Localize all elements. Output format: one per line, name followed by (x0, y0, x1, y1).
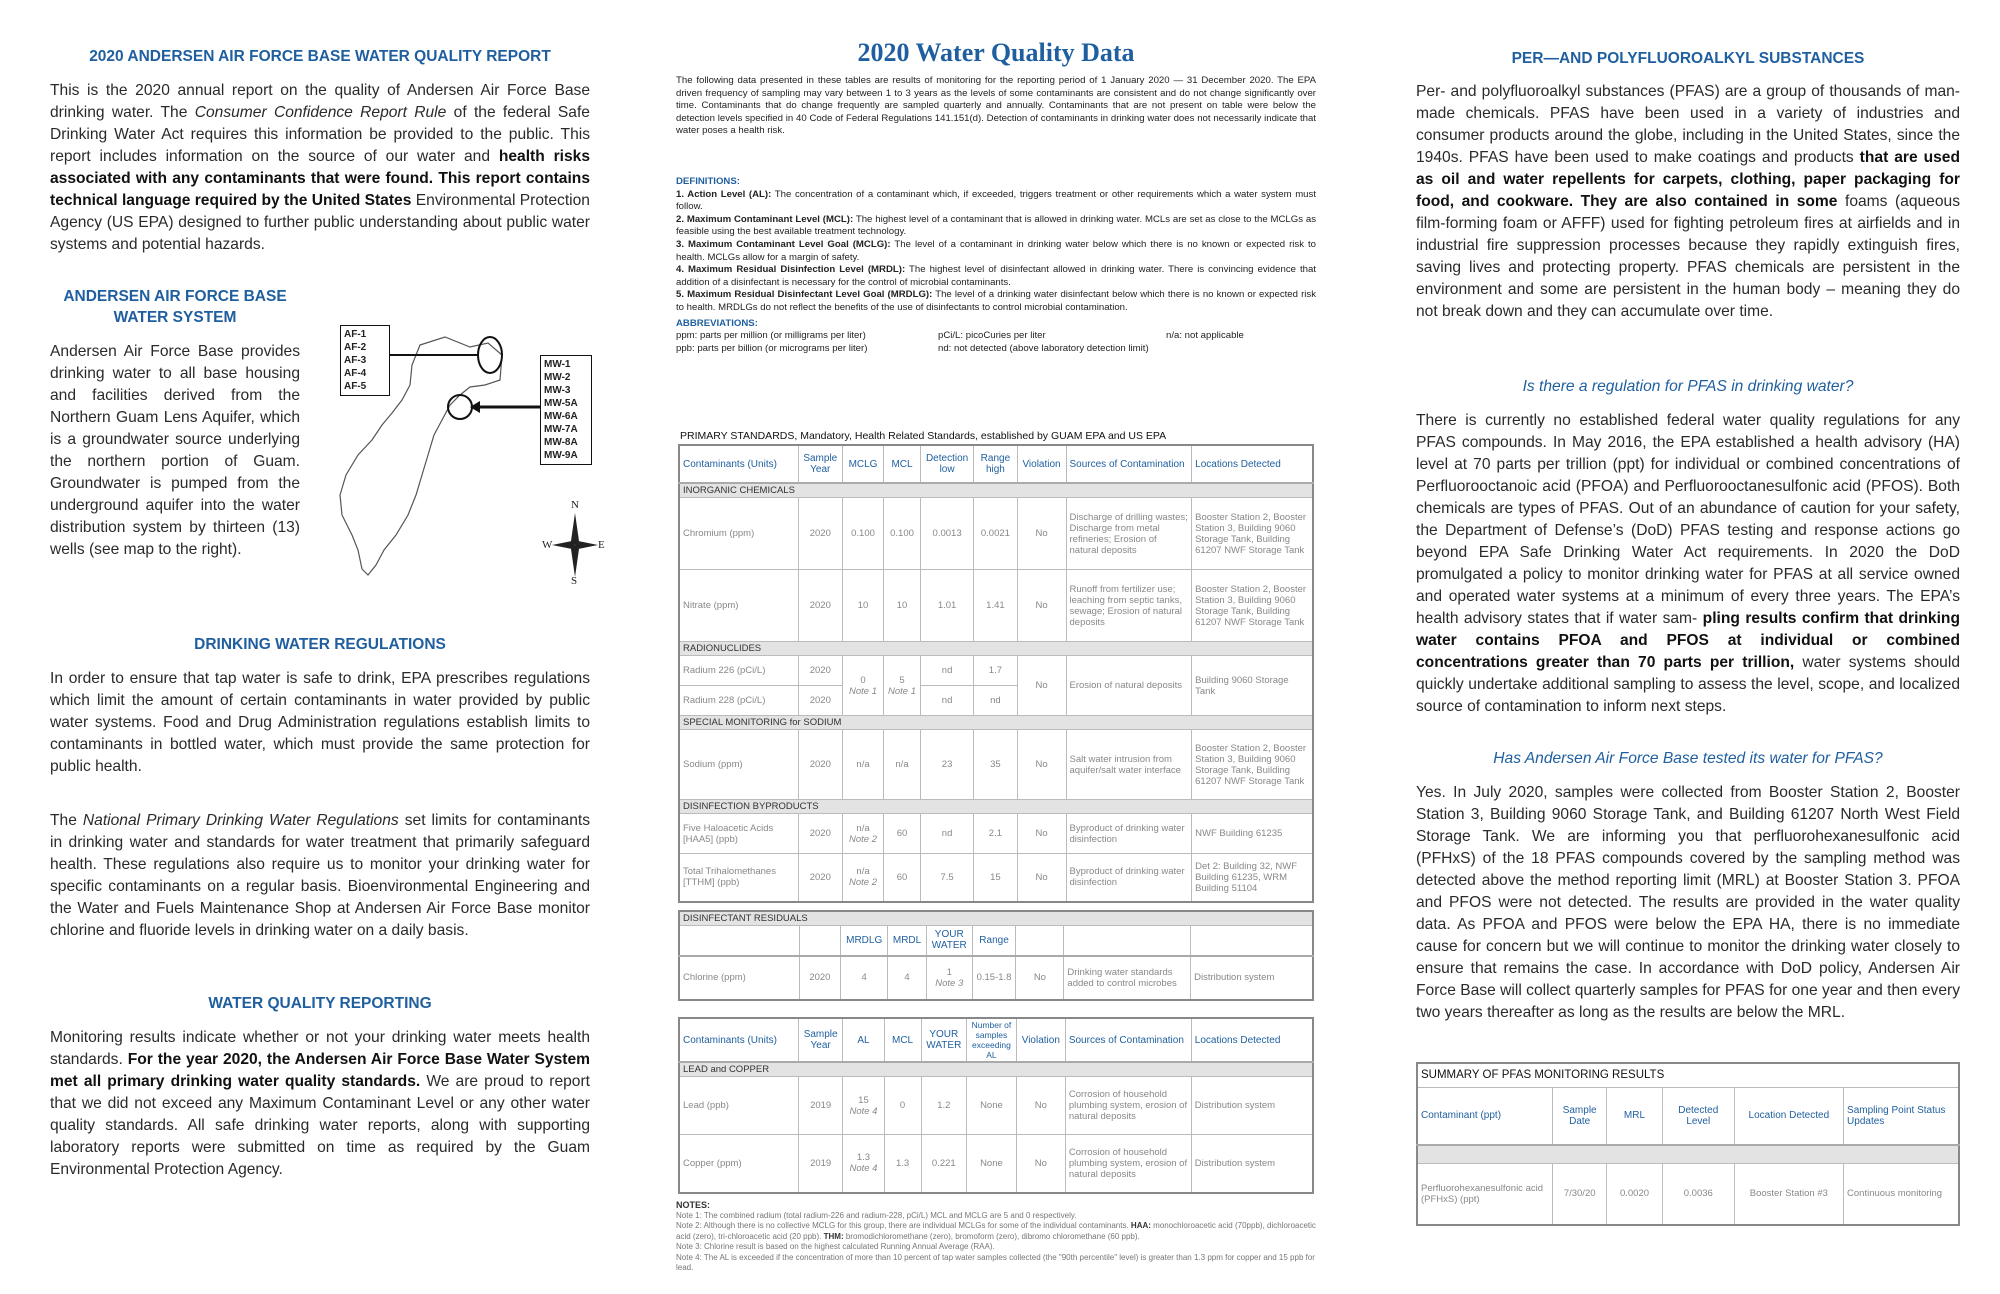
table-row: Sodium (ppm) 2020 n/a n/a 23 35 No Salt water intrusion from aquifer/salt water interface Booster Station 2, Booster Station 3, Building 9060 Storage Tank, Building 61207 NWF Storage Tank (679, 730, 1313, 800)
table-row: Perfluorohexanesulfonic acid (PFHxS) (ppt) 7/30/20 0.0020 0.0036 Booster Station #3 Continuous monitoring (1417, 1163, 1959, 1225)
regs-title: DRINKING WATER REGULATIONS (194, 636, 446, 653)
pfas-paragraph-1: Per- and polyfluoroalkyl substances (PFAS) are a group of thousands of man-made chemicals. PFAS have been used in a variety of industries and consumer products around the globe, including in the United States, since the 1940s. PFAS have been used to make coatings and products that are used as oil and water repellents for carpets, clothing, paper packaging for food, and cookware. They are also contained in some foams (aqueous film-forming foam or AFFF) used for fighting petroleum fires at airfields and in industrial fire suppression processes because they rapidly extinguish fires, saving lives and protecting property. PFAS chemicals are persistent in the environment and some are persistent in the human body – meaning they do not break down and they can accumulate over time. (1416, 83, 1960, 320)
mw-wells-circle (448, 395, 472, 419)
npdwr-paragraph: The National Primary Drinking Water Regulations set limits for contaminants in drinking water and standards for water treatment that primarily safeguard health. These regulations also require us to monitor your drinking water for specific contaminants on a regular basis. Bioenvironmental Engineering and the Water and Fuels Maintenance Shop at Andersen Air Force Base monitor chlorine and fluoride levels in drinking water on a daily basis. (50, 812, 590, 939)
table-row: Nitrate (ppm) 2020 10 10 1.01 1.41 No Runoff from fertilizer use; leaching from septic tanks, sewage; Erosion of natural deposits Booster Station 2, Booster Station 3, Building 9060 Storage Tank, Building 61207 NWF Storage Tank (679, 570, 1313, 642)
table2-header: MRDLG MRDL YOUR WATER Range (679, 926, 1313, 956)
pfas-paragraph-2: There is currently no established federal water quality regulations for any PFAS compounds. In May 2016, the EPA established a health advisory (HA) level at 70 parts per trillion (ppt) for individual or combined concentrations of Perfluorooctanoic acid (PFOA) and Perfluorooctanesulfonic acid (PFOS). Both chemicals are types of PFAS. Out of an abundance of caution for your safety, the Department of Defense’s (DoD) PFAS testing and response actions go beyond EPA Safe Drinking Water Act requirements. In 2020 the DoD promulgated a policy to monitor drinking water for PFAS at all service owned and operated water systems at a minimum of every three years. The EPA’s health advisory states that if water sam- pling results confirm that drinking water contains PFOA and PFOS at individual or combined concentrations greater than 70 parts per trillion, water systems should quickly undertake additional sampling to assess the level, scope, and localized source of contamination to inform next steps. (1416, 412, 1960, 715)
compass-rose: N S W E (542, 499, 605, 587)
reporting-title: WATER QUALITY REPORTING (208, 995, 432, 1012)
ccr-rule: Consumer Confidence Report Rule (194, 104, 447, 121)
system-title: ANDERSEN AIR FORCE BASE WATER SYSTEM (63, 288, 287, 326)
category-row: LEAD and COPPER (679, 1062, 1313, 1077)
table-row: Lead (ppb) 2019 15 Note 4 0 1.2 None No Corrosion of household plumbing system, erosion of natural deposits Distribution system (679, 1077, 1313, 1135)
pfas-title: PER—AND POLYFLUOROALKYL SUBSTANCES (1511, 50, 1865, 67)
category-row: DISINFECTANT RESIDUALS (679, 911, 1313, 926)
table-row: Total Trihalomethanes [TTHM] (ppb) 2020 n/a Note 2 60 7.5 15 No Byproduct of drinking water disinfection Det 2: Building 32, NWF Building 61235, WRM Building 51104 (679, 854, 1313, 902)
lead-copper-table (678, 1017, 1314, 1194)
pfas-paragraph-3: Yes. In July 2020, samples were collected from Booster Station 2, Booster Station 3, Building 9060 Storage Tank, and Building 61207 North West Field Storage Tank. We are informing you that perfluorohexanesulfonic acid (PFHxS) of the 18 PFAS compounds covered by the sampling method was detected above the method reporting limit (MRL) at Booster Station 3. PFOA and PFOS were not detected. The results are provided in the water quality data. As PFOA and PFOS were below the EPA HA, there is no immediate cause for concern but we will continue to monitor the drinking water closely to ensure that remains the case. In accordance with DoD policy, Andersen Air Force Base will collect quarterly samples for PFAS for one year and then every two years thereafter as long as the results are below the MRL. (1416, 784, 1960, 1021)
primary-standards-table (678, 444, 1314, 903)
table-row: Radium 228 (pCi/L) 2020 nd nd (679, 686, 1313, 716)
category-row: DISINFECTION BYPRODUCTS (679, 800, 1313, 814)
disinfectant-table (678, 910, 1314, 1001)
well-map (310, 325, 605, 590)
pfas-question-1: Is there a regulation for PFAS in drinking water? (1522, 378, 1854, 395)
table-row: Radium 226 (pCi/L) 2020 0 Note 1 5 Note 1 nd 1.7 No Erosion of natural deposits Building 9060 Storage Tank (679, 656, 1313, 686)
category-row: INORGANIC CHEMICALS (679, 483, 1313, 498)
mw-wells-legend: MW-1 MW-2 MW-3 MW-5A MW-6A MW-7A MW-8A MW-9A (540, 355, 592, 465)
pfas-question-2: Has Andersen Air Force Base tested its water for PFAS? (1493, 750, 1883, 767)
system-paragraph: Andersen Air Force Base provides drinking water to all base housing and facilities derived from the Northern Guam Lens Aquifer, which is a groundwater source underlying the northern portion of Guam. Groundwater is pumped from the underground aquifer into the water distribution system by thirteen (13) wells (see map to the right). (50, 343, 300, 558)
reporting-paragraph: Monitoring results indicate whether or not your drinking water meets health standards. For the year 2020, the Andersen Air Force Base Water System met all primary drinking water quality standards. We are proud to report that we did not exceed any Maximum Contaminant Level or any other water quality standards. All safe drinking water reports, along with supporting laboratory reports were submitted on time as required by the Guam Environmental Protection Agency. (50, 1029, 590, 1178)
summary-header: Contaminant (ppt) Sample Date MRL Detected Level Location Detected Sampling Point Status Updates (1417, 1087, 1959, 1145)
table1-caption: PRIMARY STANDARDS, Mandatory, Health Related Standards, established by GUAM EPA and US EPA (680, 430, 1167, 442)
table-row: Chlorine (ppm) 2020 4 4 1 Note 3 0.15-1.8 No Drinking water standards added to control microbes Distribution system (679, 956, 1313, 1000)
table-notes: NOTES: Note 1: The combined radium (total radium-226 and radium-228, pCi/L) MCL and MCLG are 5 and 0 respectively. Note 2: Although there is no collective MCLG for this group, there are individual MCLGs for some of the individual contaminants. HAA: monochloroacetic acid (70ppb), dichloroacetic acid (zero), tri-chloroacetic acid (20 ppb). THM: bromodichloromethane (zero), bromoform (zero), dibromo chloromethane (60 ppb). Note 3: Chlorine result is based on the highest calculated Running Annual Average (RAA). Note 4: The AL is exceeded if the concentration of more than 10 percent of tap water samples collected (the "90th percentile" level) is greater than 1.3 ppm for copper and 15 ppb for lead. (676, 1200, 1316, 1272)
table-row: Chromium (ppm) 2020 0.100 0.100 0.0013 0.0021 No Discharge of drilling wastes; Discharge from metal refineries; Erosion of natural deposits Booster Station 2, Booster Station 3, Building 9060 Storage Tank, Building 61207 NWF Storage Tank (679, 498, 1313, 570)
category-row: SPECIAL MONITORING for SODIUM (679, 716, 1313, 730)
af-wells-circle (478, 337, 502, 373)
data-intro: The following data presented in these tables are results of monitoring for the reporting period of 1 January 2020 — 31 December 2020. The EPA driven frequency of sampling may vary between 1 to 3 years as the levels of some contaminants are consistent and do not change significantly over time. Contaminants that do change frequently are sampled quarterly and annually. Contaminants that are not present on table were below the detection levels specified in 40 Code of Federal Regulations 141.151(d). Detection of contaminants in drinking water does not necessarily indicate that water poses a health risk. (676, 75, 1316, 137)
intro-paragraph: This is the 2020 annual report on the quality of Andersen Air Force Base drinking water. The Consumer Confidence Report Rule of the federal Safe Drinking Water Act requires this information be provided to the public. This report includes information on the source of our water and health risks associated with any contaminants that were found. This report contains technical language required by the United States Environmental Protection Agency (US EPA) designed to further public understanding about public water systems and potential hazards. (50, 82, 590, 253)
table-row: Five Haloacetic Acids [HAA5] (ppb) 2020 n/a Note 2 60 nd 2.1 No Byproduct of drinking water disinfection NWF Building 61235 (679, 814, 1313, 854)
data-title: 2020 Water Quality Data (857, 38, 1135, 67)
report-title: 2020 ANDERSEN AIR FORCE BASE WATER QUALITY REPORT (89, 48, 551, 65)
category-row: RADIONUCLIDES (679, 642, 1313, 656)
table1-header: Contaminants (Units) Sample Year MCLG MCL Detection low Range high Violation Sources of Contamination Locations Detected (679, 445, 1313, 483)
table-row: Copper (ppm) 2019 1.3 Note 4 1.3 0.221 None No Corrosion of household plumbing system, erosion of natural deposits Distribution system (679, 1135, 1313, 1193)
definitions: DEFINITIONS: 1. Action Level (AL): The concentration of a contaminant which, if exceeded, triggers treatment or other requirements which a water system must follow. 2. Maximum Contaminant Level (MCL): The highest level of a contaminant that is allowed in drinking water. MCLs are set as close to the MCLGs as feasible using the best available treatment technology. 3. Maximum Contaminant Level Goal (MCLG): The level of a contaminant in drinking water below which there is no known or expected risk to health. MCLGs allow for a margin of safety. 4. Maximum Residual Disinfection Level (MRDL): The highest level of disinfectant allowed in drinking water. There is convincing evidence that addition of a disinfectant is necessary for the control of microbial contaminants. 5. Maximum Residual Disinfectant Level Goal (MRDLG): The level of a drinking water disinfectant below which there is no known or expected risk to health. MRDLGs do not reflect the benefits of the use of disinfectants to control microbial contamination. ABBREVIATIONS: ppm: parts per million (or milligrams per liter) pCi/L: picoCuries per liter n/a: not applicable ppb: parts per billion (or micrograms per liter) nd: not detected (above laboratory detection limit) (676, 176, 1316, 355)
pfas-summary-table (1416, 1062, 1960, 1226)
table3-header: Contaminants (Units) Sample Year AL MCL YOUR WATER Number of samples exceeding AL Violation Sources of Contamination Locations Detected (679, 1018, 1313, 1062)
summary-title-row: SUMMARY OF PFAS MONITORING RESULTS (1417, 1063, 1959, 1087)
af-wells-legend: AF-1 AF-2 AF-3 AF-4 AF-5 (340, 325, 390, 396)
regs-paragraph: In order to ensure that tap water is safe to drink, EPA prescribes regulations which limit the amount of certain contaminants in water provided by public water systems. Food and Drug Administration regulations establish limits to contaminants in bottled water, which must provide the same protection for public health. (50, 670, 590, 775)
